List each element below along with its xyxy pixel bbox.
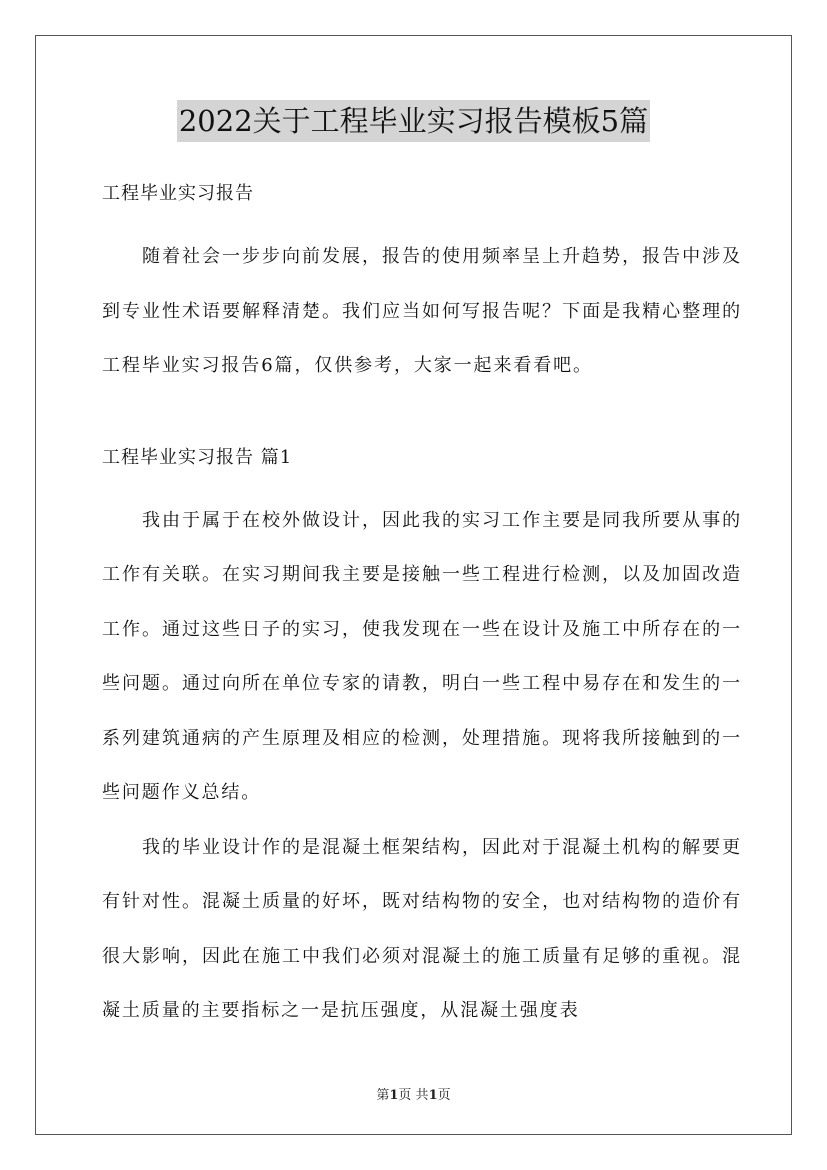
footer-page-total: 1 [428, 1088, 438, 1103]
document-title: 2022关于工程毕业实习报告模板5篇 [177, 100, 650, 142]
footer-prefix: 第 [376, 1088, 390, 1103]
title-container [0, 100, 827, 142]
footer-page-current: 1 [389, 1088, 399, 1103]
footer-mid: 页 共 [398, 1088, 429, 1103]
body-paragraph: 我由于属于在校外做设计，因此我的实习工作主要是同我所要从事的工作有关联。在实习期间我主要是接触一些工程进行检测，以及加固改造工作。通过这些日子的实习，使我发现在一些在设计及施工中所存在的一些问题。通过向所在单位专家的请教，明白一些工程中易存在和发生的一系列建筑通病的产生原理及相应的检测，处理措施。现将我所接触到的一些问题作义总结。 [102, 509, 742, 803]
footer-suffix: 页 [437, 1088, 451, 1103]
intro-heading: 工程毕业实习报告 [102, 183, 254, 204]
spacer [102, 218, 742, 230]
intro-paragraph: 随着社会一步步向前发展，报告的使用频率呈上升趋势，报告中涉及到专业性术语要解释清楚。我们应当如何写报告呢？下面是我精心整理的工程毕业实习报告6篇，仅供参考，大家一起来看看吧。 [102, 246, 742, 376]
body-paragraph: 我的毕业设计作的是混凝土框架结构，因此对于混凝土机构的解要更有针对性。混凝土质量的好坏，既对结构物的安全，也对结构物的造价有很大影响，因此在施工中我们必须对混凝土的施工质量有足够的重视。混凝土质量的主要指标之一是抗压强度，从混凝土强度表 [102, 836, 742, 1021]
spacer [102, 482, 742, 494]
section-heading: 工程毕业实习报告 篇1 [102, 446, 293, 468]
document-body [102, 170, 742, 1039]
spacer [102, 394, 742, 434]
page-footer [0, 1084, 827, 1103]
